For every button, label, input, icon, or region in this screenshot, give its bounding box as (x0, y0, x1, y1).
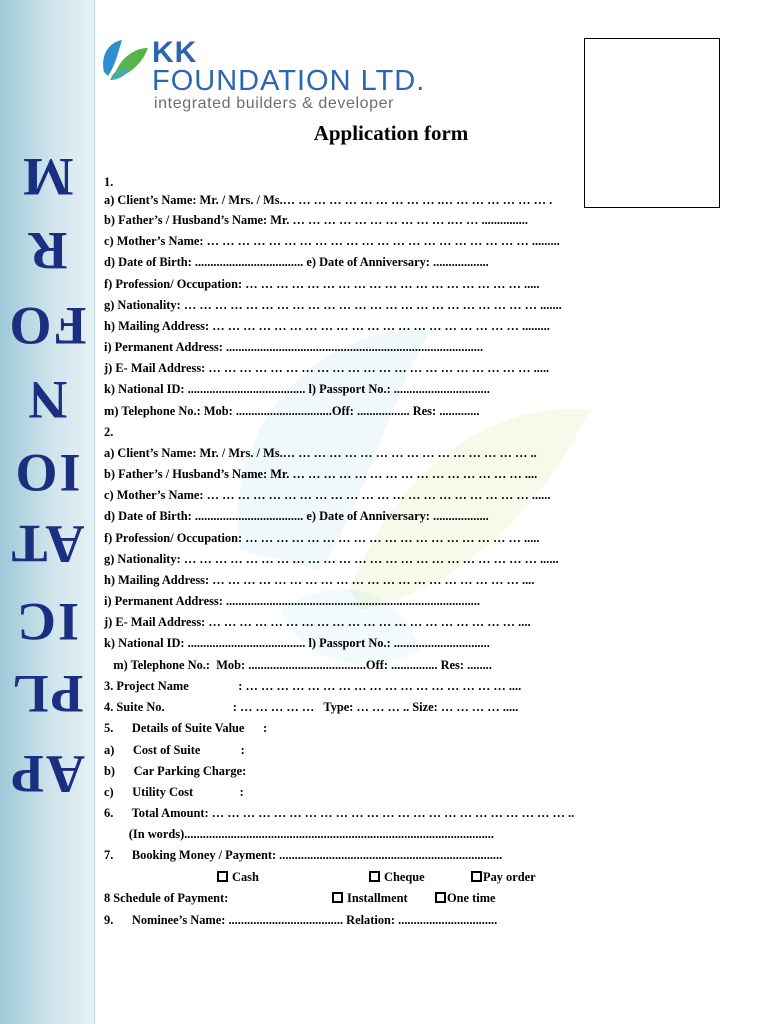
form-line-permanent-1: i) Permanent Address: ................................................................................... (104, 340, 484, 354)
sidebar-vertical-text-4: AT (9, 514, 85, 574)
form-line-mailing-2: h) Mailing Address: … … … … … … … … … … … … … … … … … … … … .... (104, 573, 535, 587)
form-line-email-1: j) E- Mail Address: … … … … … … … … … … … … … … … … … … … … … ..... (104, 361, 550, 375)
logo-kk-text: KK (152, 36, 198, 69)
form-line-dob-2: d) Date of Birth: ................................... e) Date of Anniversary: .................. (104, 509, 489, 523)
one-time-label: One time (447, 891, 496, 905)
form-line-cost-of-suite: a) Cost of Suite : (104, 743, 245, 757)
sidebar-vertical-text-7: FO (7, 296, 87, 356)
form-title: Application form (313, 121, 469, 145)
checkbox-icon[interactable] (332, 892, 343, 903)
one-time-checkbox-option[interactable] (435, 890, 496, 906)
form-line-father-name-1: b) Father’s / Husband’s Name: Mr. … … … … … … … … … … .… … ............... (104, 213, 528, 227)
cash-label: Cash (232, 870, 259, 884)
checkbox-icon[interactable] (369, 871, 380, 882)
company-logo (100, 36, 440, 116)
form-line-nationality-2: g) Nationality: … … … … … … … … … … … … … … … … … … … … … … … ...... (104, 552, 559, 566)
logo-tagline: integrated builders & developer (154, 95, 395, 112)
form-line-mother-name-2: c) Mother’s Name: … … … … … … … … … … … … … … … … … … … … … ...... (104, 488, 551, 502)
cheque-label: Cheque (384, 870, 425, 884)
checkbox-icon[interactable] (217, 871, 228, 882)
form-line-mailing-1: h) Mailing Address: … … … … … … … … … … … … … … … … … … … … ......... (104, 319, 550, 333)
form-line-booking-money: 7. Booking Money / Payment: ........................................................................ (104, 848, 503, 862)
sidebar-vertical-text-2: PL (10, 664, 84, 724)
form-line-mother-name-1: c) Mother’s Name: … … … … … … … … … … … … … … … … … … … … … ......... (104, 234, 560, 248)
form-line-suite-no: 4. Suite No. : … … … … … Type: … … … .. Size: … … … … ..... (104, 700, 519, 714)
pay-order-label: Pay order (483, 870, 536, 884)
schedule-of-payment-label: 8 Schedule of Payment: (104, 891, 229, 905)
installment-checkbox-option[interactable] (332, 890, 408, 906)
form-line-dob-1: d) Date of Birth: ................................... e) Date of Anniversary: .................. (104, 255, 489, 269)
form-line-nominee: 9. Nominee’s Name: ..................................... Relation: ................................ (104, 913, 498, 927)
form-line-utility-cost: c) Utility Cost : (104, 785, 244, 799)
form-line-client-name-1: a) Client’s Name: Mr. / Mrs. / Ms.… … … … … … … … … … .… … … … … … … . (104, 193, 553, 207)
pay-order-checkbox-option[interactable] (471, 869, 536, 885)
form-line-father-name-2: b) Father’s / Husband’s Name: Mr. … … … … … … … … … … … … … … … .... (104, 467, 538, 481)
form-line-in-words: (In words).................................................................................................... (104, 827, 494, 841)
section-2-heading: 2. (104, 425, 114, 439)
installment-label: Installment (347, 891, 408, 905)
form-line-project-name: 3. Project Name : … … … … … … … … … … … … … … … … … .... (104, 679, 522, 693)
logo-company-name: FOUNDATION LTD. (152, 65, 426, 97)
form-line-total-amount: 6. Total Amount: … … … … … … … … … … … … … … … … … … … … … … … .. (104, 806, 575, 820)
decorative-sidebar (0, 0, 95, 1024)
sidebar-vertical-text-1: AP (9, 744, 85, 804)
leaf-logo-icon (100, 36, 150, 82)
sidebar-vertical-text-5: IO (13, 443, 81, 503)
form-line-car-parking: b) Car Parking Charge: (104, 764, 247, 778)
checkbox-icon[interactable] (435, 892, 446, 903)
form-line-nationality-1: g) Nationality: … … … … … … … … … … … … … … … … … … … … … … … ....... (104, 298, 562, 312)
checkbox-icon[interactable] (471, 871, 482, 882)
section-1-heading: 1. (104, 175, 114, 189)
form-line-profession-2: f) Profession/ Occupation: … … … … … … … … … … … … … … … … … … ..... (104, 531, 540, 545)
form-line-email-2: j) E- Mail Address: … … … … … … … … … … … … … … … … … … … … .... (104, 615, 531, 629)
form-line-national-id-1: k) National ID: ...................................... l) Passport No.: ............................... (104, 382, 490, 396)
sidebar-vertical-text-9: M (20, 147, 74, 207)
cheque-checkbox-option[interactable] (369, 869, 425, 885)
form-line-permanent-2: i) Permanent Address: .................................................................................. (104, 594, 480, 608)
form-line-telephone-2: m) Telephone No.: Mob: ......................................Off: ............... Res: ........ (104, 658, 492, 672)
sidebar-vertical-text-6: N (26, 370, 68, 430)
sidebar-vertical-text-3: IC (15, 592, 80, 652)
form-line-suite-value: 5. Details of Suite Value : (104, 721, 268, 735)
form-line-national-id-2: k) National ID: ...................................... l) Passport No.: ............................... (104, 636, 490, 650)
sidebar-vertical-text-8: R (26, 221, 68, 281)
cash-checkbox-option[interactable] (217, 869, 259, 885)
form-line-client-name-2: a) Client’s Name: Mr. / Mrs. / Ms.… … … … … … … … … … … … … … … … .. (104, 446, 537, 460)
form-line-profession-1: f) Profession/ Occupation: … … … … … … … … … … … … … … … … … … ..... (104, 277, 540, 291)
form-line-telephone-1: m) Telephone No.: Mob: ...............................Off: ................. Res: ............. (104, 404, 480, 418)
